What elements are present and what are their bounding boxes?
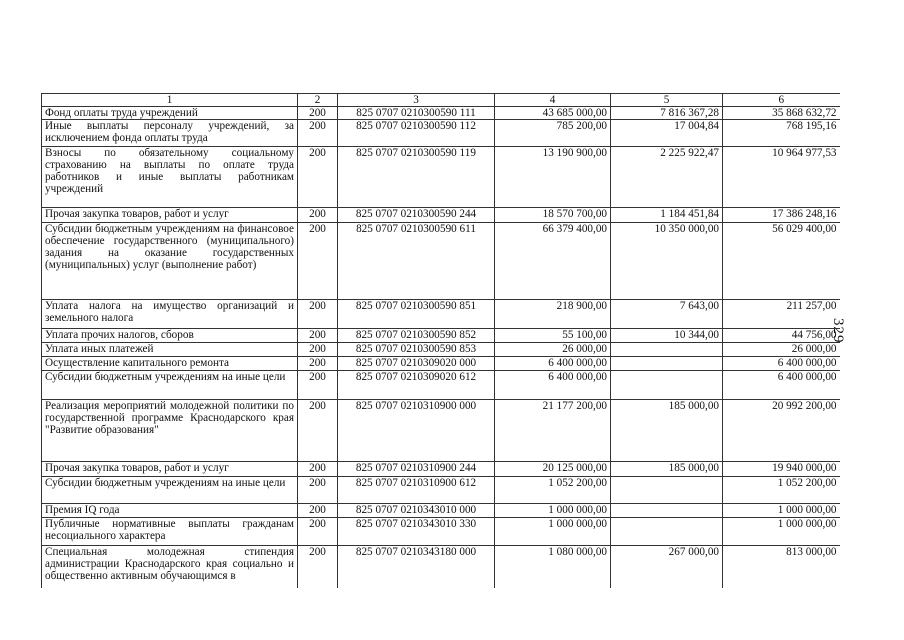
row-plan-cell: 218 900,00 xyxy=(495,300,611,329)
row-name-cell: Уплата налога на имущество организаций и земельного налога xyxy=(42,300,298,329)
row-executed-cell xyxy=(611,371,723,400)
row-kbk-cell: 825 0707 0210300590 112 xyxy=(338,120,495,147)
table-row xyxy=(42,300,840,329)
row-remaining-cell: 20 992 200,00 xyxy=(723,400,840,462)
header-col-5: 5 xyxy=(611,94,723,107)
row-plan-cell: 43 685 000,00 xyxy=(495,107,611,120)
header-col-1: 1 xyxy=(42,94,298,107)
row-kbk-cell: 825 0707 0210343010 330 xyxy=(338,518,495,546)
row-kbk-cell: 825 0707 0210300590 853 xyxy=(338,343,495,357)
row-kbk-cell: 825 0707 0210310900 612 xyxy=(338,477,495,504)
row-plan-cell: 6 400 000,00 xyxy=(495,371,611,400)
row-remaining-cell: 211 257,00 xyxy=(723,300,840,329)
row-name-cell: Уплата прочих налогов, сборов xyxy=(42,329,298,343)
table-row xyxy=(42,462,840,477)
row-code-cell: 200 xyxy=(298,120,338,147)
header-col-4: 4 xyxy=(495,94,611,107)
row-kbk-cell: 825 0707 0210300590 119 xyxy=(338,147,495,208)
header-col-2: 2 xyxy=(298,94,338,107)
row-name-cell: Фонд оплаты труда учреждений xyxy=(42,107,298,120)
row-name-cell: Премия IQ года xyxy=(42,504,298,518)
row-code-cell: 200 xyxy=(298,477,338,504)
row-name-cell: Реализация мероприятий молодежной политики по государственной программе Краснодарского края "Развитие образования" xyxy=(42,400,298,462)
row-remaining-cell: 1 000 000,00 xyxy=(723,518,840,546)
row-plan-cell: 1 052 200,00 xyxy=(495,477,611,504)
table-row xyxy=(42,329,840,343)
row-remaining-cell: 19 940 000,00 xyxy=(723,462,840,477)
row-remaining-cell: 6 400 000,00 xyxy=(723,371,840,400)
row-code-cell: 200 xyxy=(298,223,338,300)
row-remaining-cell: 44 756,00 xyxy=(723,329,840,343)
row-code-cell: 200 xyxy=(298,329,338,343)
row-name-cell: Субсидии бюджетным учреждениям на финансовое обеспечение государственного (муниципального) задания на оказание государственных (муниципальных) услуг (выполнение работ) xyxy=(42,223,298,300)
row-kbk-cell: 825 0707 0210310900 244 xyxy=(338,462,495,477)
row-name-cell: Специальная молодежная стипендия администрации Краснодарского края социально и общественно активным обучающимся в xyxy=(42,546,298,589)
table-row xyxy=(42,107,840,120)
row-plan-cell: 18 570 700,00 xyxy=(495,208,611,223)
row-code-cell: 200 xyxy=(298,400,338,462)
page-number: 329 xyxy=(830,318,846,344)
row-code-cell: 200 xyxy=(298,371,338,400)
row-plan-cell: 26 000,00 xyxy=(495,343,611,357)
row-kbk-cell: 825 0707 0210300590 851 xyxy=(338,300,495,329)
table-row xyxy=(42,546,840,589)
row-kbk-cell: 825 0707 0210300590 111 xyxy=(338,107,495,120)
row-plan-cell: 1 000 000,00 xyxy=(495,518,611,546)
table-row xyxy=(42,357,840,371)
row-code-cell: 200 xyxy=(298,504,338,518)
row-plan-cell: 20 125 000,00 xyxy=(495,462,611,477)
row-remaining-cell: 6 400 000,00 xyxy=(723,357,840,371)
row-name-cell: Уплата иных платежей xyxy=(42,343,298,357)
table-row xyxy=(42,371,840,400)
row-code-cell: 200 xyxy=(298,546,338,589)
row-executed-cell xyxy=(611,343,723,357)
budget-execution-table xyxy=(41,93,840,588)
row-executed-cell xyxy=(611,518,723,546)
table-row xyxy=(42,343,840,357)
row-executed-cell xyxy=(611,477,723,504)
header-col-6: 6 xyxy=(723,94,840,107)
row-plan-cell: 785 200,00 xyxy=(495,120,611,147)
row-name-cell: Субсидии бюджетным учреждениям на иные цели xyxy=(42,371,298,400)
row-name-cell: Осуществление капитального ремонта xyxy=(42,357,298,371)
row-executed-cell xyxy=(611,357,723,371)
row-remaining-cell: 768 195,16 xyxy=(723,120,840,147)
table-header-row xyxy=(42,94,840,107)
row-name-cell: Взносы по обязательному социальному страхованию на выплаты по оплате труда работников и иные выплаты работникам учреждений xyxy=(42,147,298,208)
row-plan-cell: 21 177 200,00 xyxy=(495,400,611,462)
table-row xyxy=(42,518,840,546)
row-executed-cell: 2 225 922,47 xyxy=(611,147,723,208)
table-row xyxy=(42,120,840,147)
row-remaining-cell: 17 386 248,16 xyxy=(723,208,840,223)
row-remaining-cell: 10 964 977,53 xyxy=(723,147,840,208)
row-executed-cell: 7 816 367,28 xyxy=(611,107,723,120)
row-code-cell: 200 xyxy=(298,208,338,223)
row-remaining-cell: 1 000 000,00 xyxy=(723,504,840,518)
row-kbk-cell: 825 0707 0210343180 000 xyxy=(338,546,495,589)
table-row xyxy=(42,477,840,504)
row-plan-cell: 13 190 900,00 xyxy=(495,147,611,208)
row-name-cell: Прочая закупка товаров, работ и услуг xyxy=(42,462,298,477)
table-row xyxy=(42,223,840,300)
row-remaining-cell: 56 029 400,00 xyxy=(723,223,840,300)
table-row xyxy=(42,208,840,223)
row-kbk-cell: 825 0707 0210343010 000 xyxy=(338,504,495,518)
row-kbk-cell: 825 0707 0210309020 612 xyxy=(338,371,495,400)
row-remaining-cell: 35 868 632,72 xyxy=(723,107,840,120)
table-row xyxy=(42,147,840,208)
row-executed-cell xyxy=(611,504,723,518)
row-kbk-cell: 825 0707 0210300590 611 xyxy=(338,223,495,300)
row-executed-cell: 185 000,00 xyxy=(611,462,723,477)
row-executed-cell: 267 000,00 xyxy=(611,546,723,589)
row-code-cell: 200 xyxy=(298,300,338,329)
row-executed-cell: 1 184 451,84 xyxy=(611,208,723,223)
row-kbk-cell: 825 0707 0210300590 852 xyxy=(338,329,495,343)
row-kbk-cell: 825 0707 0210300590 244 xyxy=(338,208,495,223)
row-plan-cell: 1 080 000,00 xyxy=(495,546,611,589)
row-remaining-cell: 813 000,00 xyxy=(723,546,840,589)
row-plan-cell: 55 100,00 xyxy=(495,329,611,343)
row-code-cell: 200 xyxy=(298,107,338,120)
row-kbk-cell: 825 0707 0210309020 000 xyxy=(338,357,495,371)
header-col-3: 3 xyxy=(338,94,495,107)
row-name-cell: Прочая закупка товаров, работ и услуг xyxy=(42,208,298,223)
row-code-cell: 200 xyxy=(298,357,338,371)
row-remaining-cell: 26 000,00 xyxy=(723,343,840,357)
row-kbk-cell: 825 0707 0210310900 000 xyxy=(338,400,495,462)
row-executed-cell: 10 344,00 xyxy=(611,329,723,343)
table-row xyxy=(42,504,840,518)
row-code-cell: 200 xyxy=(298,518,338,546)
row-plan-cell: 1 000 000,00 xyxy=(495,504,611,518)
row-executed-cell: 10 350 000,00 xyxy=(611,223,723,300)
row-remaining-cell: 1 052 200,00 xyxy=(723,477,840,504)
row-code-cell: 200 xyxy=(298,147,338,208)
row-code-cell: 200 xyxy=(298,462,338,477)
row-plan-cell: 6 400 000,00 xyxy=(495,357,611,371)
row-name-cell: Публичные нормативные выплаты гражданам несоциального характера xyxy=(42,518,298,546)
row-name-cell: Иные выплаты персоналу учреждений, за исключением фонда оплаты труда xyxy=(42,120,298,147)
row-executed-cell: 17 004,84 xyxy=(611,120,723,147)
row-code-cell: 200 xyxy=(298,343,338,357)
table-row xyxy=(42,400,840,462)
row-executed-cell: 7 643,00 xyxy=(611,300,723,329)
row-plan-cell: 66 379 400,00 xyxy=(495,223,611,300)
row-executed-cell: 185 000,00 xyxy=(611,400,723,462)
row-name-cell: Субсидии бюджетным учреждениям на иные цели xyxy=(42,477,298,504)
